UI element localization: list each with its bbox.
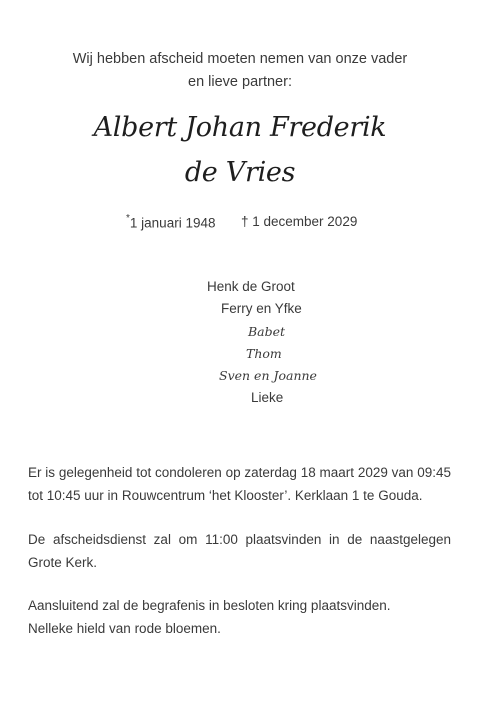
service-paragraph: De afscheidsdienst zal om 11:00 plaatsvinden in de naastgelegen Grote Kerk. (28, 532, 451, 570)
deceased-name-line-2: de Vries (184, 157, 296, 188)
family-member: Lieke (251, 390, 284, 405)
intro-line-2: en lieve partner: (188, 74, 292, 90)
death-date: † 1 december 2029 (241, 214, 358, 229)
family-member: Ferry en Yfke (221, 301, 302, 316)
family-member: Babet (248, 324, 286, 339)
burial-paragraph (28, 595, 451, 640)
deceased-name-line-1: Albert Johan Frederik (93, 112, 387, 143)
birth-date (126, 214, 215, 231)
birth-symbol: * (126, 213, 130, 224)
intro-text (0, 48, 480, 94)
intro-line-1: Wij hebben afscheid moeten nemen van onze vader (72, 51, 408, 67)
birth-date-text: 1 januari 1948 (129, 215, 216, 231)
family-member: Sven en Joanne (219, 368, 317, 383)
condolence-paragraph: Er is gelegenheid tot condoleren op zaterdag 18 maart 2029 van 09:45 tot 10:45 uur in Rouwcentrum ‘het Klooster’. Kerklaan 1 te Gouda. (28, 465, 451, 503)
family-member: Henk de Groot (207, 279, 295, 294)
family-member: Thom (246, 346, 282, 361)
burial-line-2: Nelleke hield van rode bloemen. (28, 620, 221, 636)
burial-line-1: Aansluitend zal de begrafenis in besloten kring plaatsvinden. (28, 598, 391, 613)
